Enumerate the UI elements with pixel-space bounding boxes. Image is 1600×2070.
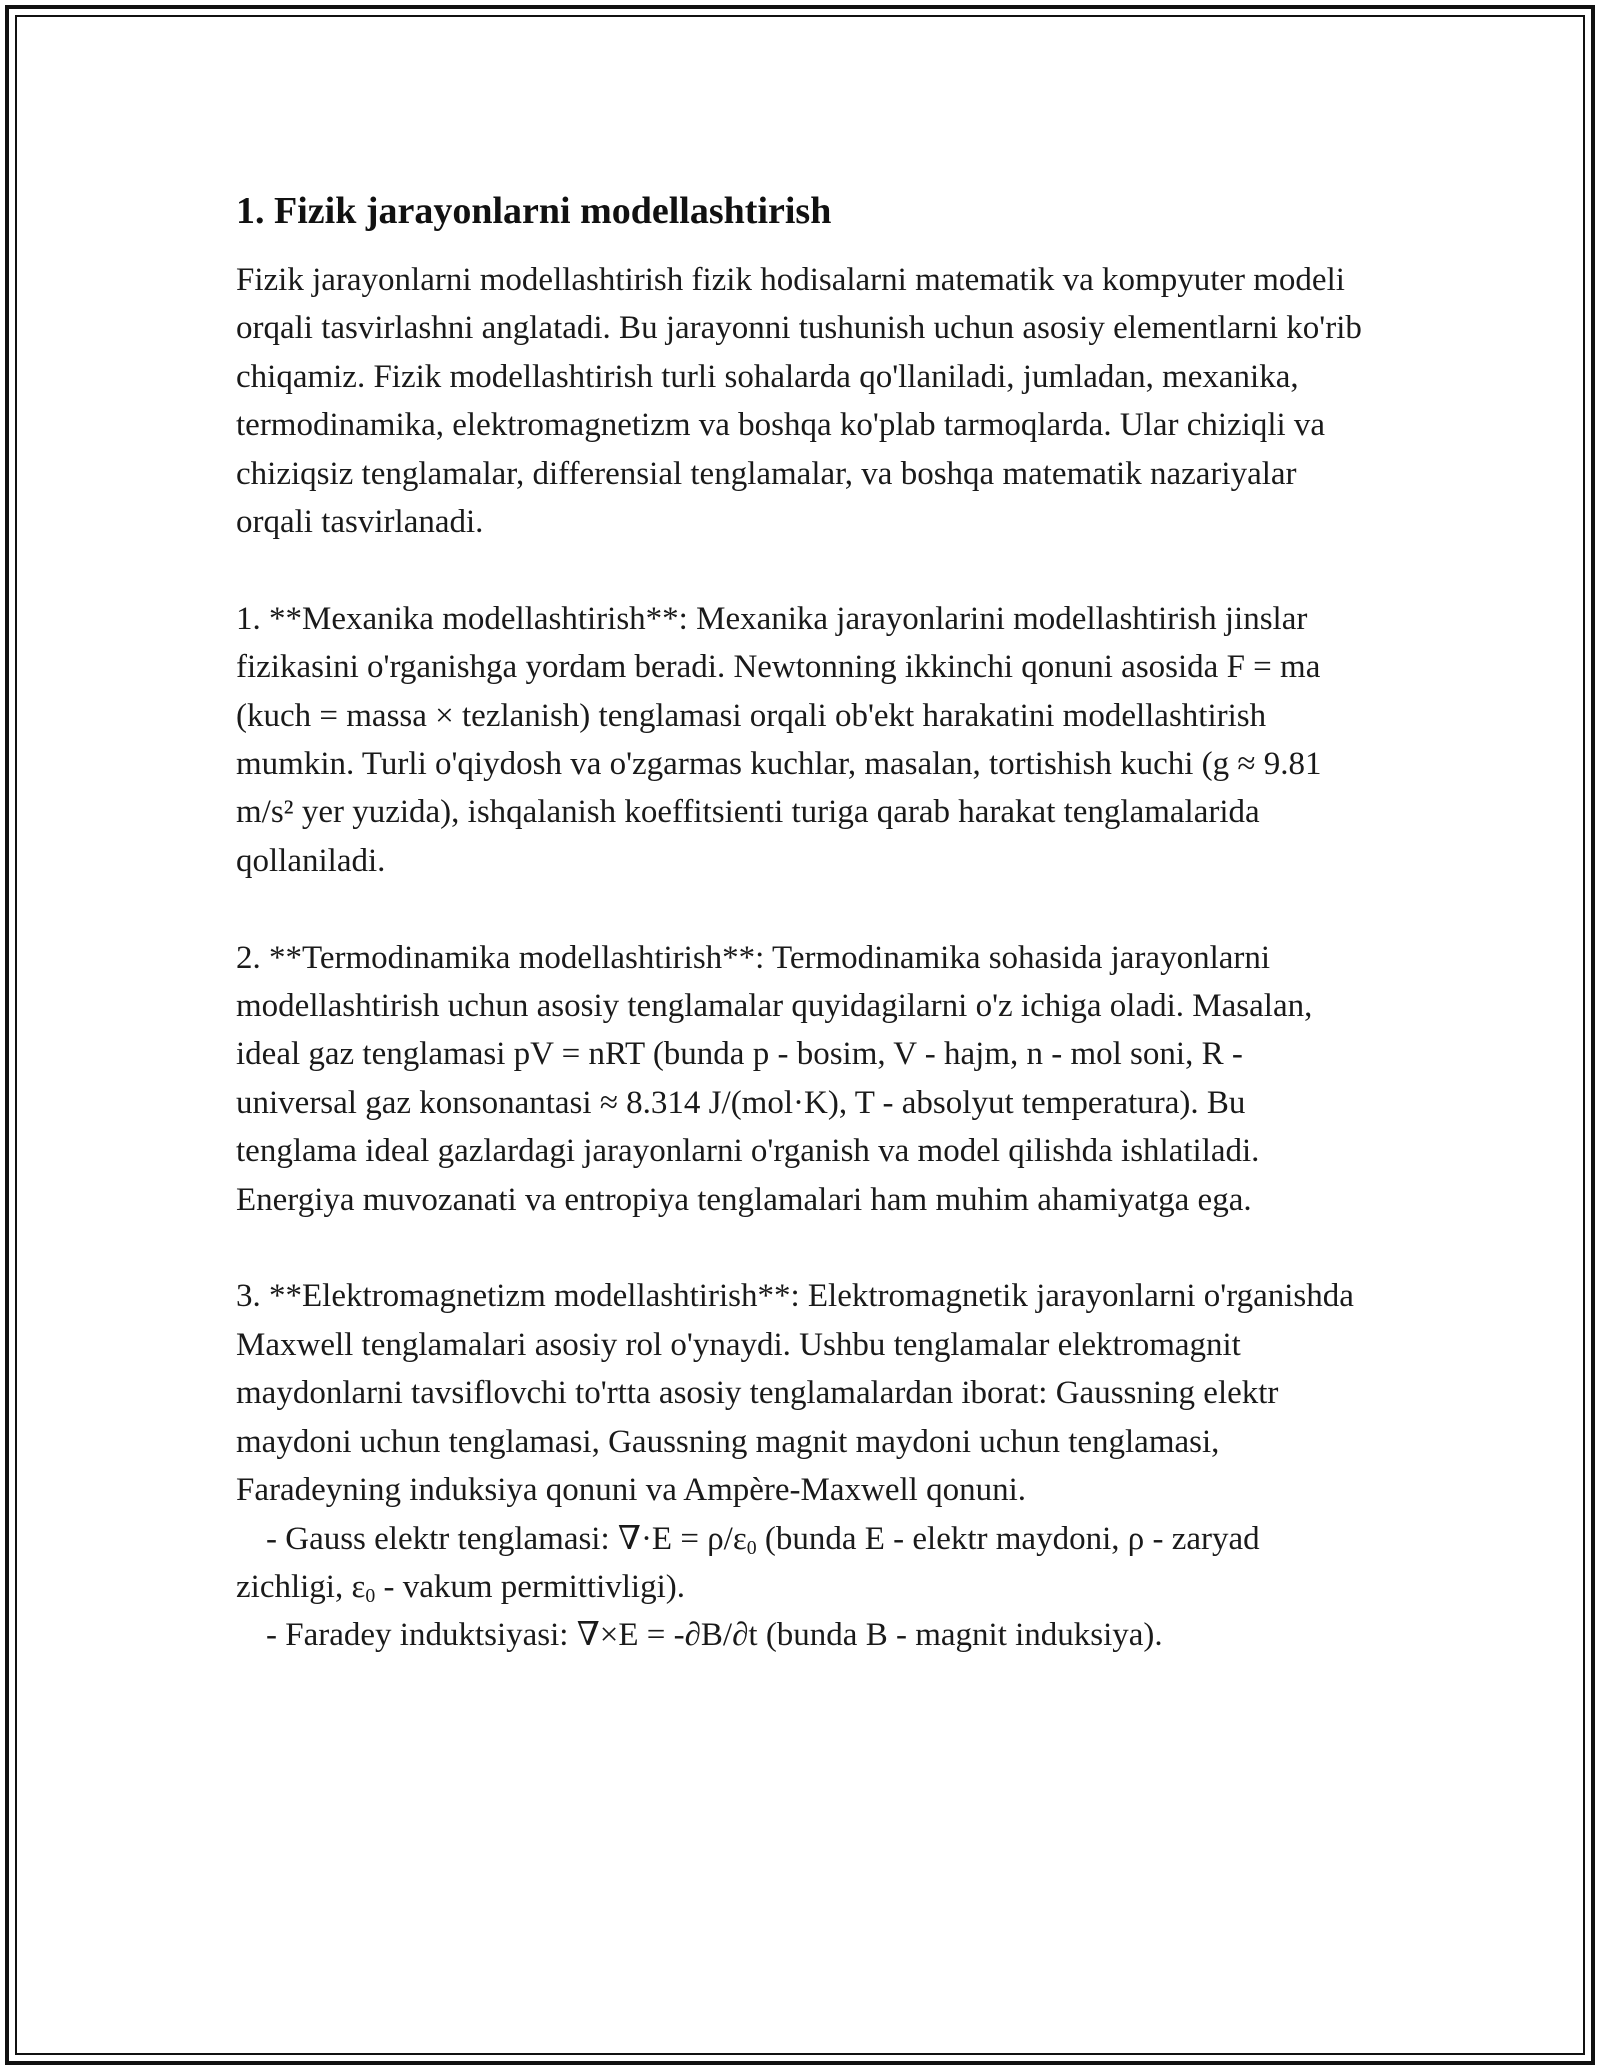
epsilon-subscript: 0 [365, 1584, 376, 1607]
document-page [236, 186, 1366, 1660]
thermodynamics-paragraph: 2. **Termodinamika modellashtirish**: Termodinamika sohasida jarayonlarni modellashtirish uchun asosiy tenglamalar quyidagilarni o'z ichiga oladi. Masalan, ideal gaz tenglamasi pV = nRT (bunda p - bosim, V - hajm, n - mol soni, R - universal gaz konsonantasi ≈ 8.314 J/(mol·K), T - absolyut temperatura). Bu tenglama ideal gazlardagi jarayonlarni o'rganish va model qilishda ishlatiladi. Energiya muvozanati va entropiya tenglamalari ham muhim ahamiyatga ega. [236, 939, 1313, 1218]
gauss-tail-text: - vakum permittivligi). [375, 1568, 685, 1605]
intro-paragraph: Fizik jarayonlarni modellashtirish fizik hodisalarni matematik va kompyuter modeli orqali tasvirlashni anglatadi. Bu jarayonni tushunish uchun asosiy elementlarni ko'rib chiqamiz. Fizik modellashtirish turli sohalarda qo'llaniladi, jumladan, mexanika, termodinamika, elektromagnetizm va boshqa ko'plab tarmoqlarda. Ular chiziqli va chiziqsiz tenglamalar, differensial tenglamalar, va boshqa matematik nazariyalar orqali tasvirlanadi. [236, 262, 1362, 541]
paragraph-gap [236, 885, 1366, 933]
paragraph-gap [236, 546, 1366, 594]
mechanics-paragraph: 1. **Mexanika modellashtirish**: Mexanika jarayonlarini modellashtirish jinslar fizikasini o'rganishga yordam beradi. Newtonning ikkinchi qonuni asosida F = ma (kuch = massa × tezlanish) tenglamasi orqali ob'ekt harakatini modellashtirish mumkin. Turli o'qiydosh va o'zgarmas kuchlar, masalan, tortishish kuchi (g ≈ 9.81 m/s² yer yuzida), ishqalanish koeffitsienti turiga qarab harakat tenglamalarida qollaniladi. [236, 600, 1322, 879]
epsilon-subscript: 0 [746, 1536, 757, 1559]
gauss-equation-item [236, 1515, 1366, 1612]
faraday-equation-item: - Faradey induktsiyasi: ∇×E = -∂B/∂t (bunda B - magnit induksiya). [266, 1617, 1163, 1654]
gauss-lead-text: - Gauss elektr tenglamasi: ∇·E = ρ/ε [266, 1520, 747, 1557]
electromagnetism-paragraph: 3. **Elektromagnetizm modellashtirish**: Elektromagnetik jarayonlarni o'rganishda Maxwell tenglamalari asosiy rol o'ynaydi. Ushbu tenglamalar elektromagnit maydonlarni tavsiflovchi to'rtta asosiy tenglamalardan iborat: Gaussning elektr maydoni uchun tenglamasi, Gaussning magnit maydoni uchun tenglamasi, Faradeyning induksiya qonuni va Ampère-Maxwell qonuni. [236, 1278, 1354, 1509]
gauss-mid-text: (bunda E - elektr maydoni, ρ - zaryad zichligi, ε [236, 1520, 1260, 1605]
paragraph-gap [236, 1224, 1366, 1272]
section-heading: 1. Fizik jarayonlarni modellashtirish [236, 190, 832, 232]
